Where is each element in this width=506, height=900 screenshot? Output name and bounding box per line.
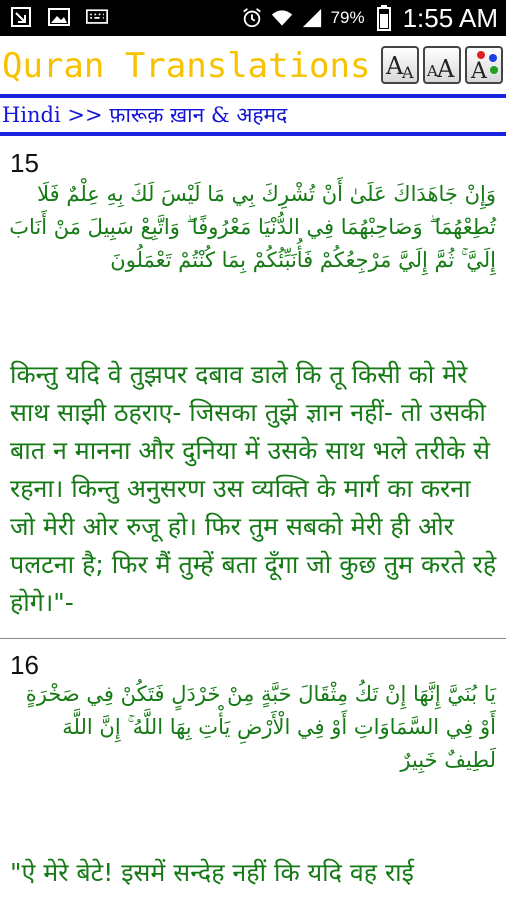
verse-translation: किन्तु यदि वे तुझपर दबाव डाले कि तू किसी को मेरे साथ साझी ठहराए- जिसका तुझे ज्ञान नहीं- तो उसकी बात न मानना और दुनिया में उसके साथ भले तरीके से रहना। किन्तु अनुसरण उस व्यक्ति के मार्ग का करना जो मेरी ओर रुजू हो। फिर तुम सबको मेरी ही ओर पलटना है; फिर मैं तुम्हें बता दूँगा जो कुछ तुम करते रहे होगे।"- — [10, 360, 497, 617]
wifi-icon — [271, 7, 293, 29]
keyboard-icon — [86, 6, 108, 28]
app-title: Quran Translations — [2, 46, 371, 86]
svg-text:A: A — [437, 55, 455, 82]
font-size-increase-button[interactable] — [381, 46, 419, 84]
verse-arabic: يَا بُنَيَّ إِنَّهَا إِنْ تَكُ مِثْقَالَ حَبَّةٍ مِنْ خَرْدَلٍ فَتَكُنْ فِي صَخْرَةٍ أَوْ فِي السَّمَاوَاتِ أَوْ فِي الْأَرْضِ يَأْتِ بِهَا اللَّهُ ۚ إِنَّ اللَّهَ لَطِيفٌ خَبِيرٌ — [25, 682, 496, 772]
status-bar — [0, 0, 506, 36]
verse-divider — [0, 638, 506, 639]
svg-text:A: A — [471, 59, 487, 82]
font-size-decrease-icon — [425, 55, 459, 86]
app-header — [0, 36, 506, 94]
color-settings-button[interactable] — [465, 46, 503, 84]
breadcrumb[interactable]: Hindi >> फ़ारूक़ ख़ान & अहमद — [0, 98, 506, 132]
verse-translation: "ऐ मेरे बेटे! इसमें सन्देह नहीं कि यदि वह राई — [10, 858, 414, 887]
clock: 1:55 AM — [402, 2, 498, 33]
download-icon — [10, 6, 32, 28]
color-settings-icon — [467, 59, 501, 86]
battery-percent: 79% — [330, 8, 365, 27]
verse-arabic: وَإِنْ جَاهَدَاكَ عَلَىٰ أَنْ تُشْرِكَ بِي مَا لَيْسَ لَكَ بِهِ عِلْمٌ فَلَا تُطِعْهُمَا ۖ وَصَاحِبْهُمَا فِي الدُّنْيَا مَعْرُوفًا ۖ وَاتَّبِعْ سَبِيلَ مَنْ أَنَابَ إِلَيَّ ۚ ثُمَّ إِلَيَّ مَرْجِعُكُمْ فَأُنَبِّئُكُمْ بِمَا كُنْتُمْ تَعْمَلُونَ — [9, 182, 496, 272]
verse-number: 16 — [10, 650, 39, 680]
verse-number: 15 — [10, 148, 39, 178]
font-size-decrease-button[interactable] — [423, 46, 461, 84]
svg-text:A: A — [386, 52, 404, 80]
image-icon — [48, 6, 70, 28]
svg-text:A: A — [402, 63, 414, 82]
system-status — [241, 0, 498, 36]
alarm-icon — [241, 7, 263, 29]
svg-text:A: A — [427, 62, 438, 80]
font-size-increase-icon — [383, 52, 417, 86]
notification-icons — [10, 6, 108, 28]
signal-icon — [301, 7, 323, 29]
breadcrumb-divider — [0, 132, 506, 136]
battery-icon — [373, 7, 395, 29]
